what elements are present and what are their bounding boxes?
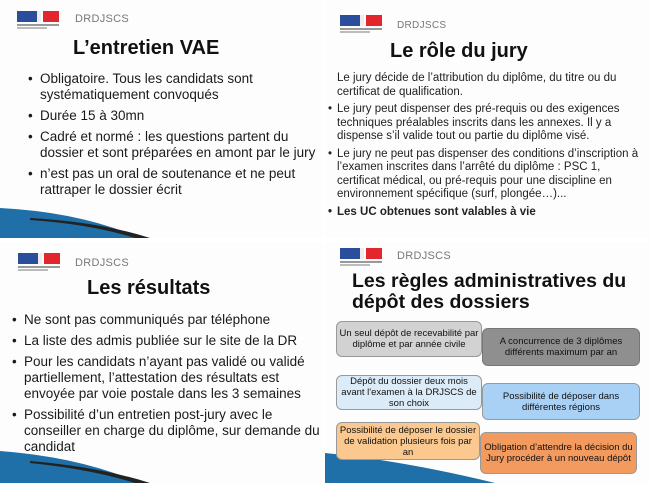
bullet-item: • Les UC obtenues sont valables à vie [328,206,646,220]
decorative-swoosh-icon [0,198,323,238]
marianne-logo-icon [17,11,59,31]
bullet-item: • Obligatoire. Tous les candidats sont systématiquement convoqués [28,71,323,103]
slide-title: L’entretien VAE [73,37,220,59]
bullet-list [12,312,322,455]
slide-title: Le rôle du jury [390,40,528,62]
bullet-item: • Cadré et normé : les questions partent du dossier et sont préparées en amont par le jury [28,129,323,161]
bullet-item: • La liste des admis publiée sur le site de la DR [12,333,322,349]
org-name: DRDJSCS [75,13,130,25]
decorative-swoosh-icon [0,443,323,483]
rule-box: Un seul dépôt de recevabilité par diplôme et par année civile [336,321,482,357]
bullet-item: • n’est pas un oral de soutenance et ne peut rattraper le dossier écrit [28,166,323,198]
org-name: DRDJSCS [75,257,130,269]
slide-role-du-jury [325,0,650,238]
bullet-list [328,103,646,219]
bullet-item: • Le jury ne peut pas dispenser des conditions d’inscription à l’examen inscrites dans l’arrêté du diplôme : PSC 1, certificat médical, ou pré-requis pour une discipline en environnement spécifique (surf, plongée…)... [328,148,646,202]
slide-title: Les résultats [87,277,211,299]
rule-box: A concurrence de 3 diplômes différents maximum par an [482,328,640,366]
marianne-logo-icon [340,15,382,35]
bullet-item: • Le jury peut dispenser des pré-requis ou des exigences techniques préalables inscrits dans les annexes. Il y a dispense s’il valide tout ou partie du diplôme visé. [328,103,646,144]
bullet-item: • Possibilité d’un entretien post-jury avec le conseiller en charge du diplôme, sur demande du candidat [12,407,322,455]
bullet-item: • Ne sont pas communiqués par téléphone [12,312,322,328]
bullet-list [28,71,323,198]
bullet-item: • Durée 15 à 30mn [28,108,323,124]
marianne-logo-icon [18,253,60,273]
org-name: DRDJSCS [397,20,447,31]
org-name: DRDJSCS [397,250,452,262]
slide-resultats [0,242,323,483]
marianne-logo-icon [340,248,382,268]
slide-entretien-vae [0,0,323,238]
rule-box: Possibilité de déposer le dossier de validation plusieurs fois par an [336,422,480,460]
rule-box: Obligation d’attendre la décision du Jury procéder à un nouveau dépôt [480,432,637,474]
intro-paragraph: Le jury décide de l’attribution du diplôme, du titre ou du certificat de qualification. [337,72,617,98]
slide-regles-administratives [325,242,650,483]
rule-box: Dépôt du dossier deux mois avant l'examen à la DRJSCS de son choix [336,375,482,410]
bullet-item: • Pour les candidats n’ayant pas validé ou validé partiellement, l’attestation des résultats est envoyée par voie postale dans les 3 semaines [12,354,322,402]
slide-title: Les règles administratives du dépôt des dossiers [352,270,627,313]
rule-box: Possibilité de déposer dans différentes régions [482,383,640,420]
